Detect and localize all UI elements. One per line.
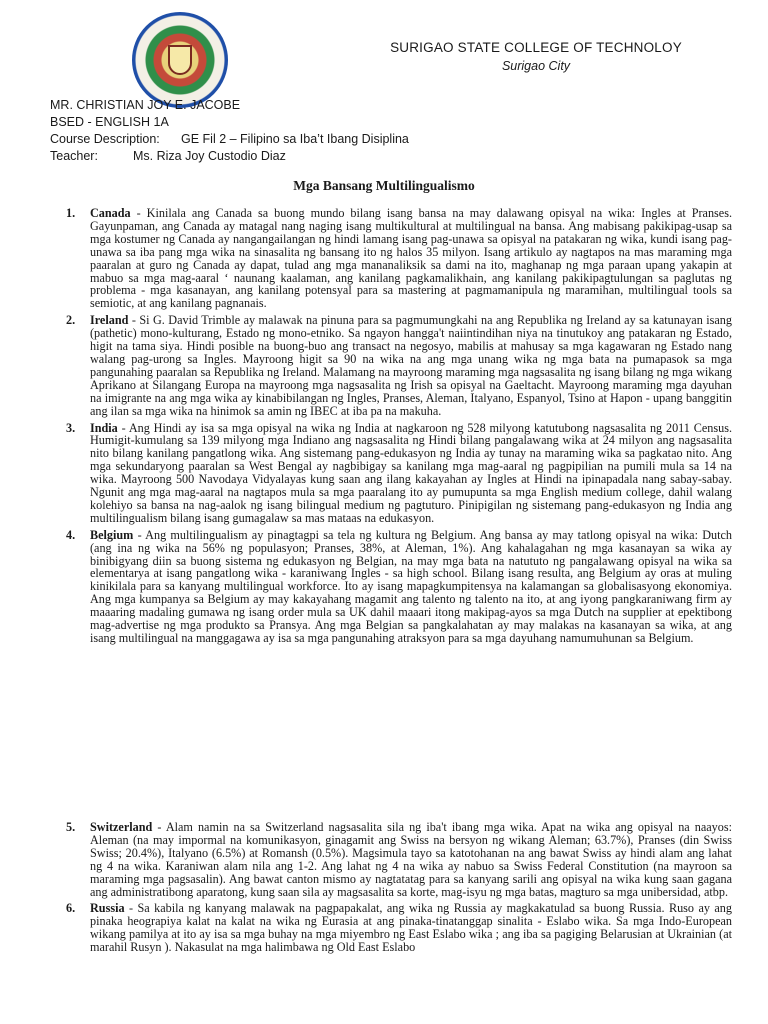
item-number: 1.	[66, 206, 76, 220]
item-number: 3.	[66, 420, 76, 435]
country-name: Russia	[90, 901, 125, 916]
item-text: - Ang Hindi ay isa sa mga opisyal na wika ng India at nagkaroon ng 528 milyong katutubong nagsasalita ng 2011 Census. Humigit-kumulang sa 139 milyong mga Indiano ang nagsasalita ng Hindi bilang pangalawang wika at 24 milyon ang nagsasalita nito bilang kanilang pangatlong wika. Ang sistemang pang-edukasyon ng India ay tunay na maraming wika sa pagkatao nito. Ang mga sekundaryong paaralan sa West Bengal ay nagbibigay sa kanilang mga mag-aaral ng pagpipilian na pumili mula sa 14 na wika. Mayroong 500 Navodaya Vidyalayas kung saan ang ilang kakayahan ay Ingles at Hindi na ipinapadala nang sabay-sabay. Ngunit ang mga mag-aaral na nagtapos mula sa mga paaralang ito ay pumupunta sa mga English medium college, dahil walang kolehiyo sa bansa na nag-aalok ng isang bilingual medium ng pagtuturo. Pinipigilan ng sistemang pang-edukasyon ng India ang multilingualism bilang isang gumagalaw sa mas mataas na edukasyon.	[90, 420, 732, 525]
teacher-row	[50, 148, 409, 165]
item-number: 2.	[66, 313, 76, 328]
college-name: SURIGAO STATE COLLEGE OF TECHNOLOY	[390, 40, 682, 55]
course-value: GE Fil 2 – Filipino sa Iba’t Ibang Disiplina	[181, 132, 409, 146]
item-text: - Kinilala ang Canada sa buong mundo bilang isang bansa na may dalawang opisyal na wika: Ingles at Pranses. Gayunpaman, ang Canada ay matagal nang naging isang multikultural at multilingual na bansa. Ang mabisang pakikipag-usap sa mga kostumer ng Canada ay nangangailangan ng hindi lamang isang pag-unawa sa opisyal na patakaran ng wika, kundi isang pag-unawa sa iba pang mga wika na sinasalita ng bansang ito ng halos 35 milyon. Isang artikulo ay nagtapos na mas maraming mga paaralan at guro ng Canada ay dapat, tulad ang mga mananaliksik sa dami na ito, maghanap ng mga paraan upang yakapin at mabuo sa mga mag-aaral ‘ naunang kaalaman, ang kanilang pagkamalikhain, ang kanilang pakikipagtulungan sa paglutas ng problema - mga kasanayan, ang kanilang potensyal para sa mastering at pagmamanipula ng maramihan, multilingual tools sa semiotic, at ang kanilang pagnanais.	[90, 206, 732, 311]
item-number: 4.	[66, 527, 76, 542]
course-row	[50, 131, 409, 148]
item-text: - Alam namin na sa Switzerland nagsasalita sila ng iba't ibang mga wika. Apat na wika ang opisyal na naayos: Aleman (na may impormal na komunikasyon, ginagamit ang Swiss na bersyon ng wikang Aleman; 63.7%), Pranses (din Swiss Swiss; 20.4%), Italyano (6.5%) at Romansh (0.5%). Magsimula tayo sa katotohanan na ang bawat Swiss ay hindi alam ang lahat ng 4 na wika. Karaniwan alam nila ang 1-2. Ang lahat ng 4 na wika ay nabuo sa Swiss Federal Constitution (na mayroon sa maraming mga pagsasalin). Ang bawat canton mismo ay nagtatatag para sa kanyang sarili ang opisyal na wika kung saan gagana ang administratibong aparatong, kung saan sila ay magsasalita sa korte, mag-isyu ng mga batas, magturo sa mga unibersidad, atbp.	[90, 820, 732, 899]
country-name: India	[90, 420, 118, 435]
course-label: Course Description:	[50, 132, 160, 146]
country-list-part-1	[66, 207, 732, 649]
country-name: Belgium	[90, 527, 134, 542]
country-name: Ireland	[90, 313, 129, 328]
list-item	[66, 902, 732, 954]
country-name: Switzerland	[90, 820, 153, 834]
student-program: BSED - ENGLISH 1A	[50, 115, 169, 129]
list-item	[66, 314, 732, 417]
list-item	[66, 529, 732, 645]
item-text: - Sa kabila ng kanyang malawak na pagpapakalat, ang wika ng Russia ay magkakatulad sa buong Russia. Ruso ay ang pinaka heograpiya kalat na kalat na wika ng Eurasia at ang pinaka-tinatanggap sinalita - Eslabo wika. Sa mga Indo-European wikang pamilya at ito ay isa sa mga buhay na mga miyembro ng East Eslabo wika ; ang iba sa pagiging Belarusian at Ukrainian (at marahil Rusyn ). Nakasulat na mga halimbawa ng Old East Eslabo	[90, 901, 732, 955]
list-item	[66, 207, 732, 310]
student-info	[50, 97, 409, 165]
teacher-label: Teacher:	[50, 149, 98, 163]
country-list-part-2	[66, 821, 732, 958]
country-name: Canada	[90, 206, 131, 220]
item-text: - Si G. David Trimble ay malawak na pinuna para sa pagmumungkahi na ang Republika ng Ireland ay sa katunayan isang (pathetic) mono-kulturang, Estado ng mono-etniko. Sa ngayon hangga't naiintindihan niya na tinutukoy ang patakaran ng Estado, higit na tama siya. Hindi posible na buong-buo ang transact na negosyo, mabilis at mahusay sa mga kagawaran ng Estado nang walang pag-urong sa Ingles. Mayroong higit sa 90 na wika na ang mga unang wika ng mga bata na pumapasok sa mga pangunahing paaralan sa Republika ng Ireland. Malamang na mayroong maraming mga nagsasalita ng isang bilang ng mga wikang Aprikano at Silangang Europa na mayroong mga nagsasalita ng Irish sa opisyal na Gaeltacht. Mayroong maraming mga dayuhan na imigrante na ang mga wika ay kinabibilangan ng Ingles, Pranses, Aleman, Italyano, Espanyol, Tsino at Hapon - upang banggitin ang ilan sa mga wika na hinimok sa amin ng IBEC at iba pa na makuha.	[90, 313, 732, 418]
list-item	[66, 422, 732, 525]
teacher-value: Ms. Riza Joy Custodio Diaz	[133, 149, 286, 163]
document-title: Mga Bansang Multilingualismo	[293, 178, 475, 193]
item-number: 5.	[66, 820, 76, 834]
student-name: MR. CHRISTIAN JOY E. JACOBE	[50, 98, 241, 112]
college-city: Surigao City	[501, 59, 571, 73]
list-item	[66, 821, 732, 898]
item-text: - Ang multilingualism ay pinagtagpi sa tela ng kultura ng Belgium. Ang bansa ay may tatlong opisyal na wika: Dutch (ang ina ng wika na 56% ng populasyon; Pranses, 38%, at Aleman, 1%). Ang kahalagahan ng mga kasanayan sa wika ay binibigyang diin sa buong sistema ng edukasyon ng Belgian, na may mga bata na natututo ng pangalawang opisyal na wika sa elementarya at isang pangatlong wika - karaniwang Ingles - sa high school. Bilang isang resulta, ang Belgium ay oras at muling kinikilala para sa kanyang multilingual workforce. Ito ay isang mapagkumpitensya na kalamangan sa globalisasyong ekonomiya. Ang mga kumpanya sa Belgium ay may kakayahang magamit ang talento ng talento na ito, at ang iyong pangkaraniwang firm ay maaaring madaling gumawa ng isang order mula sa UK dahil maaari itong makipag-ayos sa mga Dutch na supplier at epektibong mag-advertise ng mga produkto sa Pransya. Ang mga Belgian sa pangkalahatan ay may malakas na kasanayan sa wika, at ang isang multilingual na manggagawa ay isa sa mga pangunahing atraksyon para sa mga dayuhang namumuhunan sa Belgium.	[90, 527, 732, 645]
item-number: 6.	[66, 901, 76, 916]
